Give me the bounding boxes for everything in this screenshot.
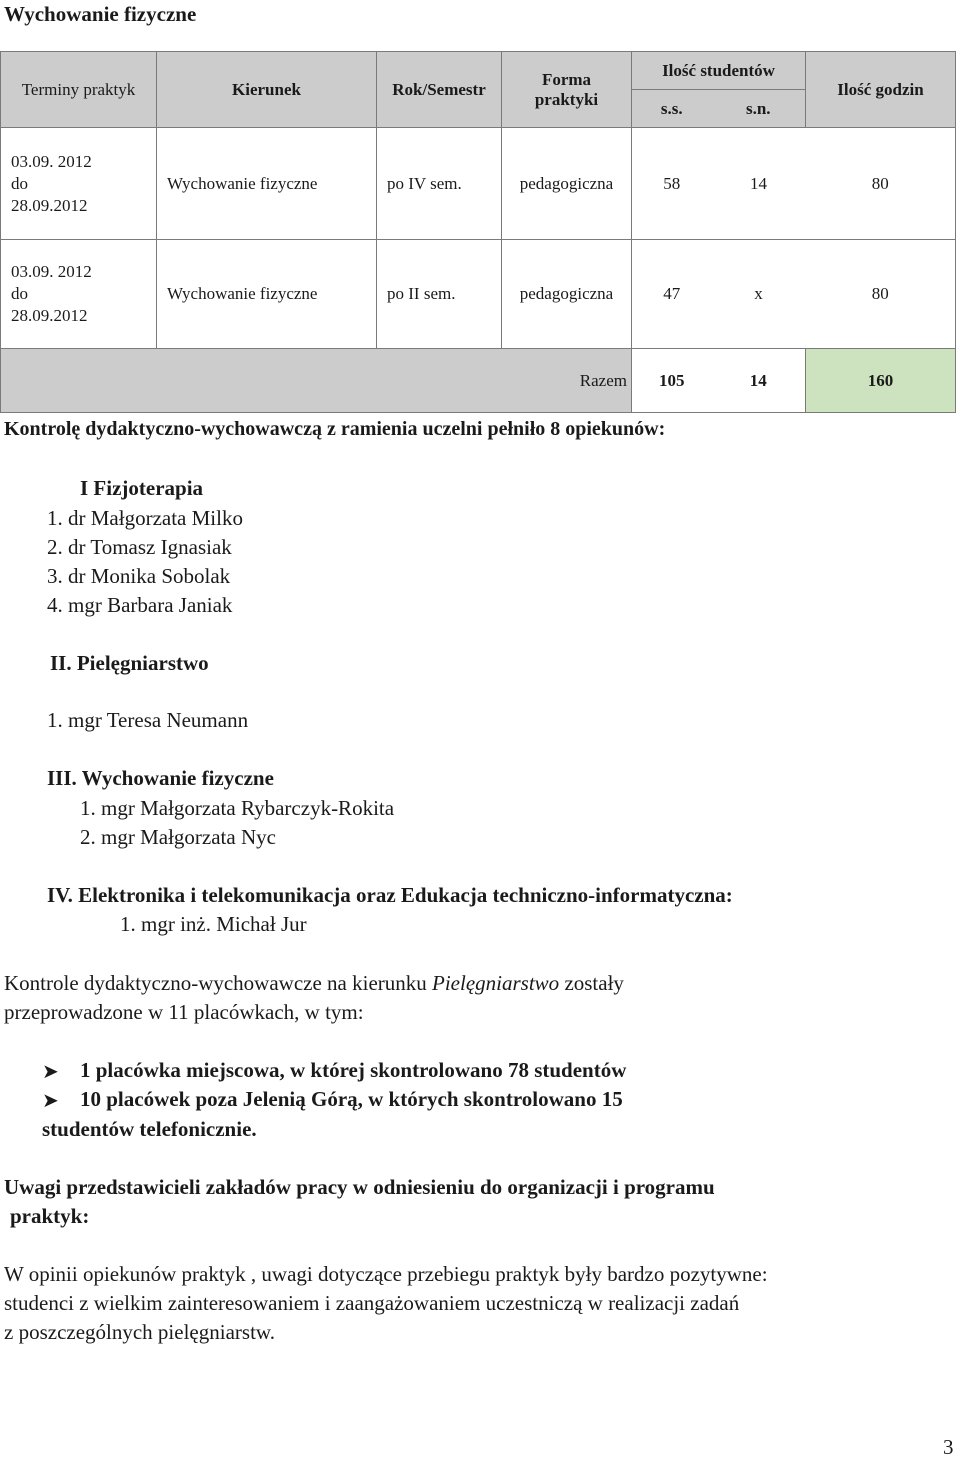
total-label: Razem [1, 349, 632, 413]
bullet-continuation: studentów telefonicznie. [42, 1117, 257, 1141]
list-item: 2. mgr Małgorzata Nyc [80, 825, 276, 849]
opinion-line: studenci z wielkim zainteresowaniem i zaangażowaniem uczestniczą w realizacji zadań [4, 1291, 740, 1315]
arrow-bullet-icon: ➤ [42, 1090, 59, 1112]
total-row [1, 349, 956, 413]
page-title: Wychowanie fizyczne [4, 2, 197, 26]
list-item: 1. dr Małgorzata Milko [47, 506, 243, 530]
kontrole-text: Kontrole dydaktyczno-wychowawcze na kierunku [4, 971, 433, 995]
cell-forma: pedagogiczna [502, 128, 632, 240]
termin-do: do [11, 173, 28, 193]
opinion-line: W opinii opiekunów praktyk , uwagi dotyczące przebiegu praktyk były bardzo pozytywne: [4, 1262, 768, 1286]
header-kierunek: Kierunek [157, 52, 377, 128]
kontrole-italic: Pielęgniarstwo [432, 971, 560, 995]
arrow-bullet-icon: ➤ [42, 1061, 59, 1083]
kontrole-line1 [4, 971, 624, 996]
list-item: 1. mgr Małgorzata Rybarczyk-Rokita [80, 796, 395, 820]
total-ss: 105 [632, 349, 712, 413]
cell-godziny: 80 [806, 128, 956, 240]
termin-do: do [11, 284, 28, 303]
cell-sn: 14 [712, 128, 806, 240]
cell-rok: po IV sem. [377, 128, 502, 240]
total-sn: 14 [712, 349, 806, 413]
cell-ss: 47 [632, 240, 712, 349]
header-ss: s.s. [632, 90, 712, 128]
header-ilosc: Ilość studentów [632, 52, 806, 90]
table-row [1, 128, 956, 240]
total-godziny: 160 [806, 349, 956, 413]
list-item: 1. mgr inż. Michał Jur [120, 912, 307, 936]
list-item: 4. mgr Barbara Janiak [47, 593, 233, 617]
list-item: 2. dr Tomasz Ignasiak [47, 535, 232, 559]
table-header-row [1, 52, 956, 90]
section-title: III. Wychowanie fizyczne [47, 766, 274, 790]
cell-sn: x [712, 240, 806, 349]
cell-kierunek: Wychowanie fizyczne [157, 240, 377, 349]
section-title: IV. Elektronika i telekomunikacja oraz Edukacja techniczno-informatyczna: [47, 883, 733, 907]
cell-forma: pedagogiczna [502, 240, 632, 349]
termin-start: 03.09. 2012 [11, 262, 92, 281]
termin-end: 28.09.2012 [11, 306, 88, 325]
bullet-item: 1 placówka miejscowa, w której skontrolowano 78 studentów [80, 1058, 627, 1082]
control-heading: Kontrolę dydaktyczno-wychowawczą z ramienia uczelni pełniło 8 opiekunów: [4, 418, 666, 440]
section-title: I Fizjoterapia [80, 476, 204, 500]
cell-godziny: 80 [806, 240, 956, 349]
table-row [1, 240, 956, 349]
termin-end: 28.09.2012 [11, 195, 88, 215]
bullet-item: 10 placówek poza Jelenią Górą, w których skontrolowano 15 [80, 1087, 623, 1111]
opinion-line: z poszczególnych pielęgniarstw. [4, 1320, 275, 1344]
uwagi-heading-line1: Uwagi przedstawicieli zakładów pracy w odniesieniu do organizacji i programu [4, 1175, 715, 1199]
kontrole-line2: przeprowadzone w 11 placówkach, w tym: [4, 1000, 364, 1024]
cell-rok: po II sem. [377, 240, 502, 349]
uwagi-heading-line2: praktyk: [10, 1204, 90, 1228]
section-title: II. Pielęgniarstwo [50, 651, 209, 675]
header-sn: s.n. [712, 90, 806, 128]
header-forma: Forma praktyki [502, 52, 632, 128]
termin-start: 03.09. 2012 [11, 151, 92, 171]
list-item: 3. dr Monika Sobolak [47, 564, 231, 588]
header-godzin: Ilość godzin [806, 52, 956, 128]
header-rok: Rok/Semestr [377, 52, 502, 128]
list-item: 1. mgr Teresa Neumann [47, 708, 249, 732]
header-terminy: Terminy praktyk [1, 52, 157, 128]
cell-kierunek: Wychowanie fizyczne [157, 128, 377, 240]
page-number: 3 [943, 1435, 954, 1459]
praktyki-table [0, 51, 956, 413]
kontrole-text-end: zostały [559, 971, 624, 995]
cell-ss: 58 [632, 128, 712, 240]
